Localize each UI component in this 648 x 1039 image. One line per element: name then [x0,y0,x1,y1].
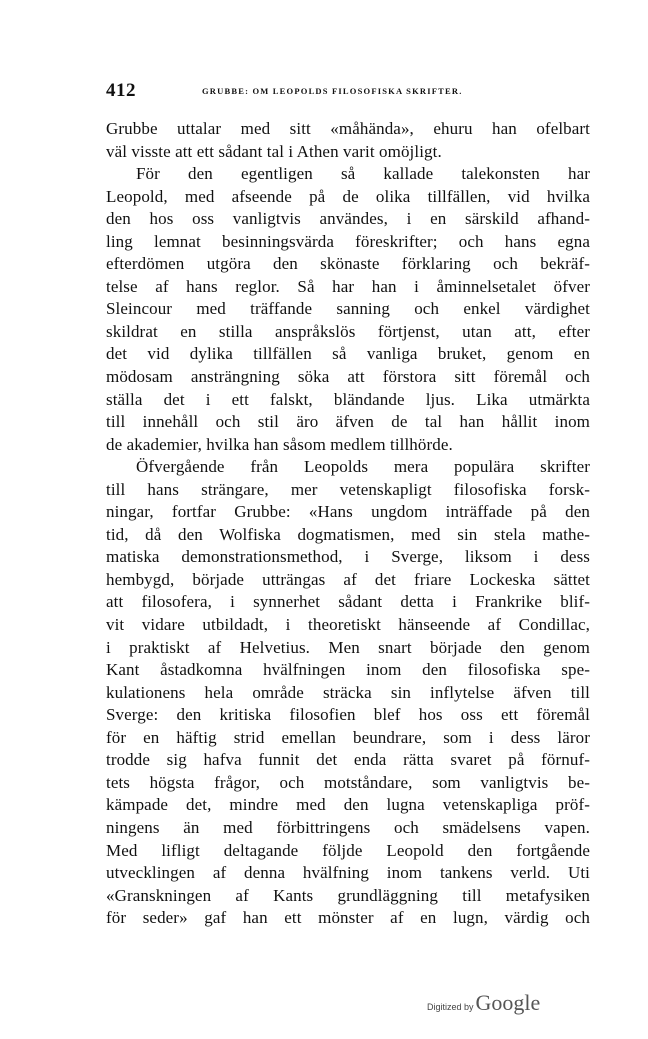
text-line: efterdömen utgöra den skönaste förklaring och bekräf- [106,254,590,274]
page-number: 412 [106,80,136,101]
google-logo-text: Google [475,990,541,1015]
text-line: utvecklingen af denna hvälfning inom tankens verld. Uti [106,863,590,883]
text-line: ställa det i ett falskt, bländande ljus. Lika utmärkta [106,389,590,409]
text-line: Kant åstadkomna hvälfningen inom den filosofiska spe- [106,660,590,680]
text-line: skildrat en stilla anspråkslös förtjenst, utan att, efter [106,321,590,341]
text-line: de akademier, hvilka han såsom medlem tillhörde. [106,434,453,454]
text-line: kulationens hela område sträcka sin inflytelse äfven till [106,682,590,702]
text-line: mödosam ansträngning söka att förstora sitt föremål och [106,367,590,387]
text-line: tid, då den Wolfiska dogmatismen, med sin stela mathe- [106,524,590,544]
text-line: trodde sig hafva funnit det enda rätta svaret på förnuf- [106,750,590,770]
text-line: det vid dylika tillfällen så vanliga bruket, genom en [106,344,590,364]
text-line: i praktiskt af Helvetius. Men snart började den genom [106,637,590,657]
text-line: för seder» gaf han ett mönster af en lugn, värdig och [106,908,590,928]
text-line: matiska demonstrationsmethod, i Sverge, liksom i dess [106,547,590,567]
text-line: Med lifligt deltagande följde Leopold den fortgående [106,840,590,860]
text-line: ling lemnat besinningsvärda föreskrifter; och hans egna [106,231,590,251]
digitized-by-label: Digitized by [427,1002,474,1012]
text-line: hembygd, började utträngas af det friare Lockeska sättet [106,569,590,589]
text-line: till hans strängare, mer vetenskapligt filosofiska forsk- [106,479,590,499]
text-line: ningens än med förbittringens och smädelsens vapen. [106,817,590,837]
text-line: telse af hans reglor. Så har han i åminnelsetalet öfver [106,276,590,296]
text-line: att filosofera, i synnerhet sådant detta i Frankrike blif- [106,592,590,612]
text-line: Grubbe uttalar med sitt «måhända», ehuru han ofelbart [106,119,590,138]
text-line: kämpade det, mindre med den lugna vetenskapliga pröf- [106,795,590,815]
text-line: Sverge: den kritiska filosofien blef hos oss ett föremål [106,705,590,725]
text-line: den hos oss vanligtvis användes, i en särskild afhand- [106,209,590,229]
text-line: Leopold, med afseende på de olika tillfällen, vid hvilka [106,186,590,206]
body-text [106,118,590,930]
text-line: Sleincour med träffande sanning och enkel värdighet [106,299,590,319]
text-line: för en häftig strid emellan beundrare, som i dess läror [106,727,590,747]
running-title: GRUBBE: OM LEOPOLDS FILOSOFISKA SKRIFTER. [202,86,463,96]
text-line: ningar, fortfar Grubbe: «Hans ungdom inträffade på den [106,502,590,522]
digitized-by-google-watermark [427,990,540,1020]
text-line: till innehåll och stil äro äfven de tal han hållit inom [106,412,590,432]
text-line: väl visste att ett sådant tal i Athen varit omöjligt. [106,141,442,161]
text-line: «Granskningen af Kants grundläggning till metafysiken [106,885,590,905]
page-header [106,80,590,104]
text-line: För den egentligen så kallade talekonsten har [136,164,590,184]
text-line: tets högsta frågor, och motståndare, som vanligtvis be- [106,772,590,792]
text-line: Öfvergående från Leopolds mera populära skrifter [136,457,590,477]
text-line: vit vidare utbildadt, i theoretiskt hänseende af Condillac, [106,615,590,635]
